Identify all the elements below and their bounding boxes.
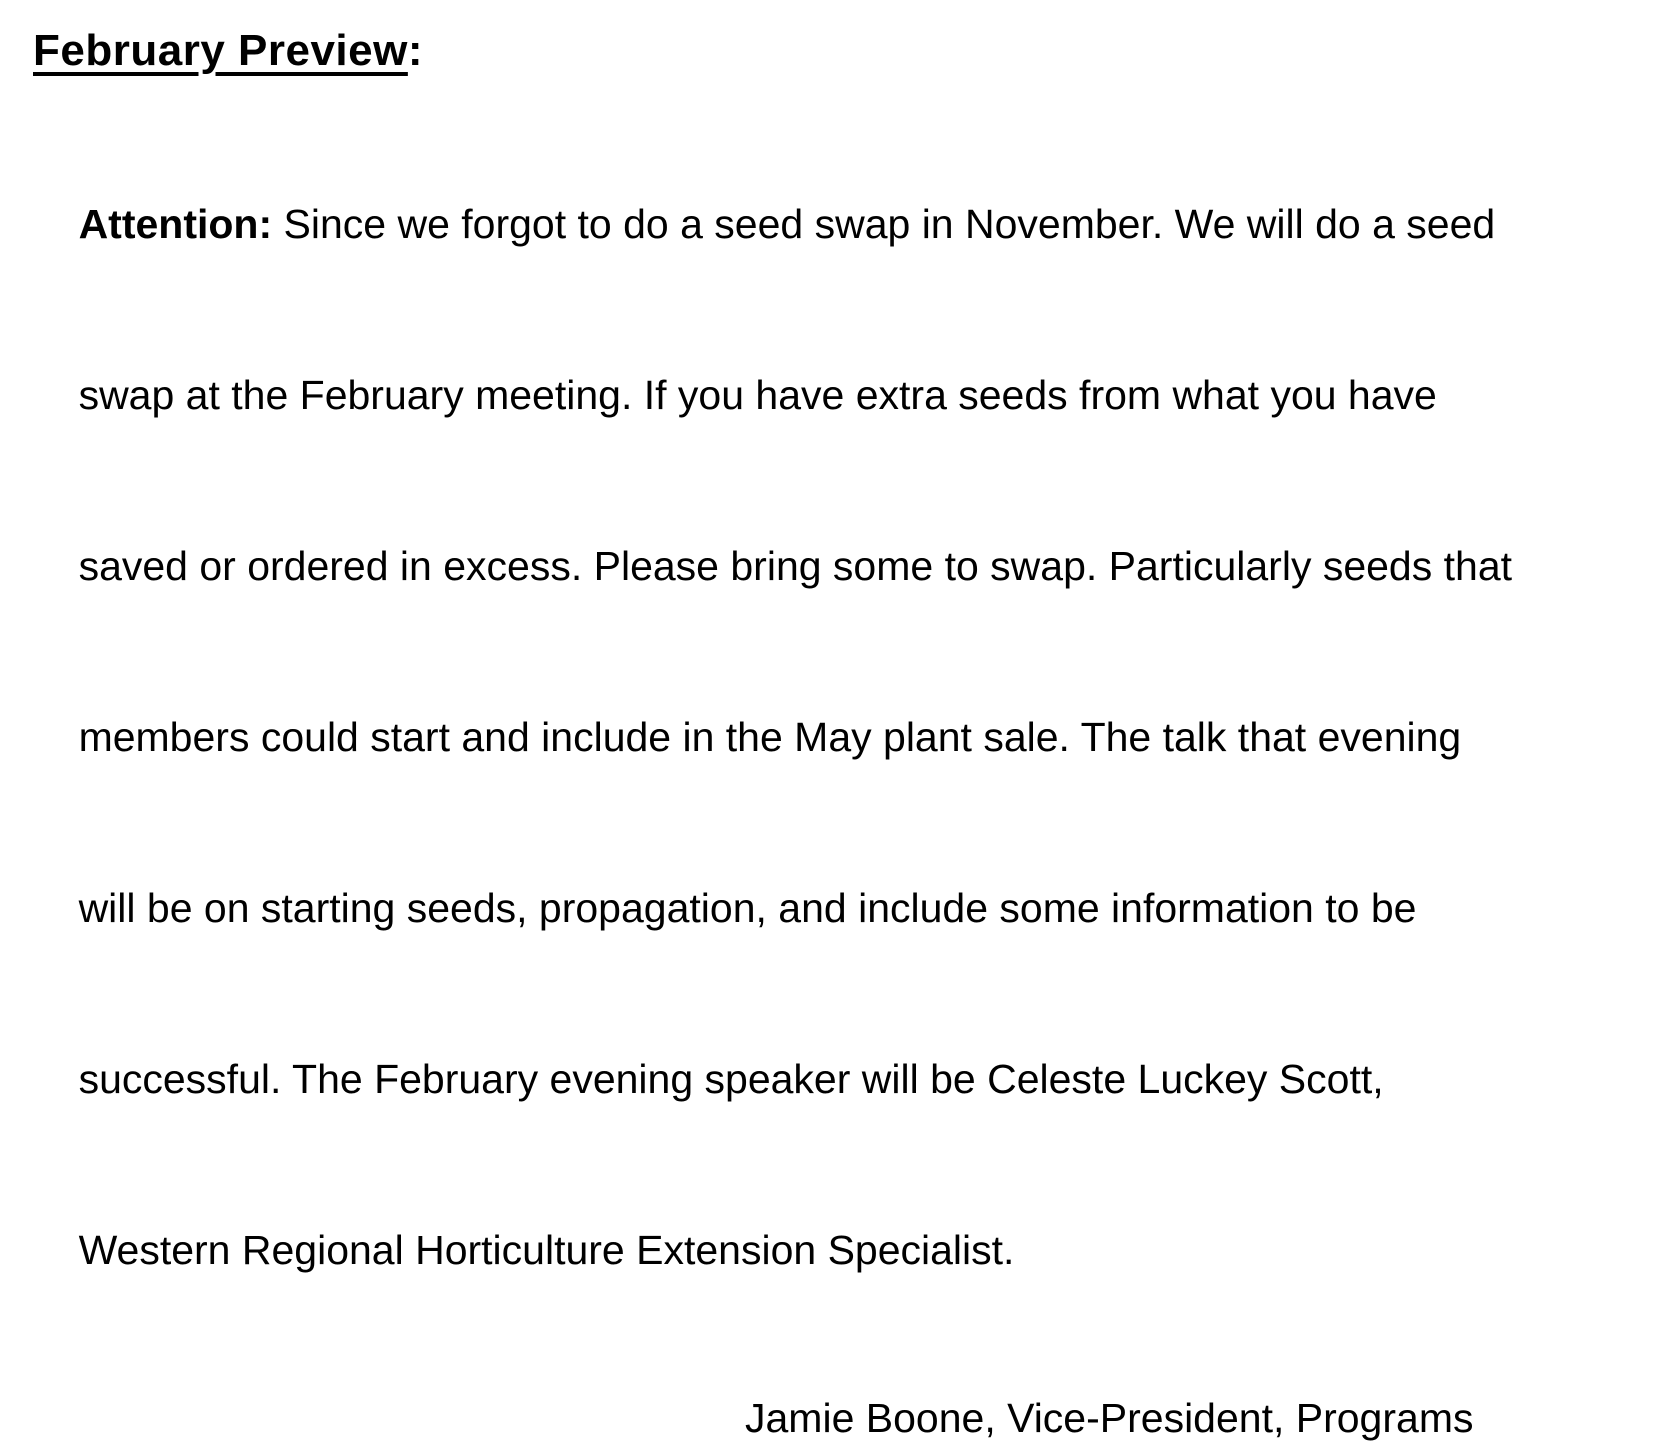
attention-label: Attention: [78, 201, 273, 247]
page-title-colon: : [407, 26, 424, 75]
signature-line: Jamie Boone, Vice-President, Programs [745, 1395, 1474, 1441]
paragraph-line [33, 652, 1654, 823]
paragraph-line-text: members could start and include in the May plant sale. The talk that evening [78, 714, 1462, 760]
paragraph-line-text: Since we forgot to do a seed swap in November. We will do a seed [272, 201, 1496, 247]
page-title-underlined-text: February Preview [33, 26, 408, 75]
paragraph-line [33, 139, 1654, 310]
paragraph-line-text: will be on starting seeds, propagation, and include some information to be [78, 885, 1417, 931]
paragraph-line [33, 481, 1654, 652]
announcement-paragraph [33, 139, 1654, 1336]
page-title [33, 22, 1654, 79]
paragraph-line-text: saved or ordered in excess. Please bring some to swap. Particularly seeds that [78, 543, 1513, 589]
paragraph-line [33, 1165, 1654, 1336]
paragraph-line [33, 994, 1654, 1165]
paragraph-line [33, 823, 1654, 994]
paragraph-line-text: swap at the February meeting. If you have extra seeds from what you have [78, 372, 1437, 418]
paragraph-line-text: successful. The February evening speaker will be Celeste Luckey Scott, [78, 1056, 1384, 1102]
paragraph-line-text: Western Regional Horticulture Extension Specialist. [78, 1227, 1015, 1273]
paragraph-line [33, 310, 1654, 481]
